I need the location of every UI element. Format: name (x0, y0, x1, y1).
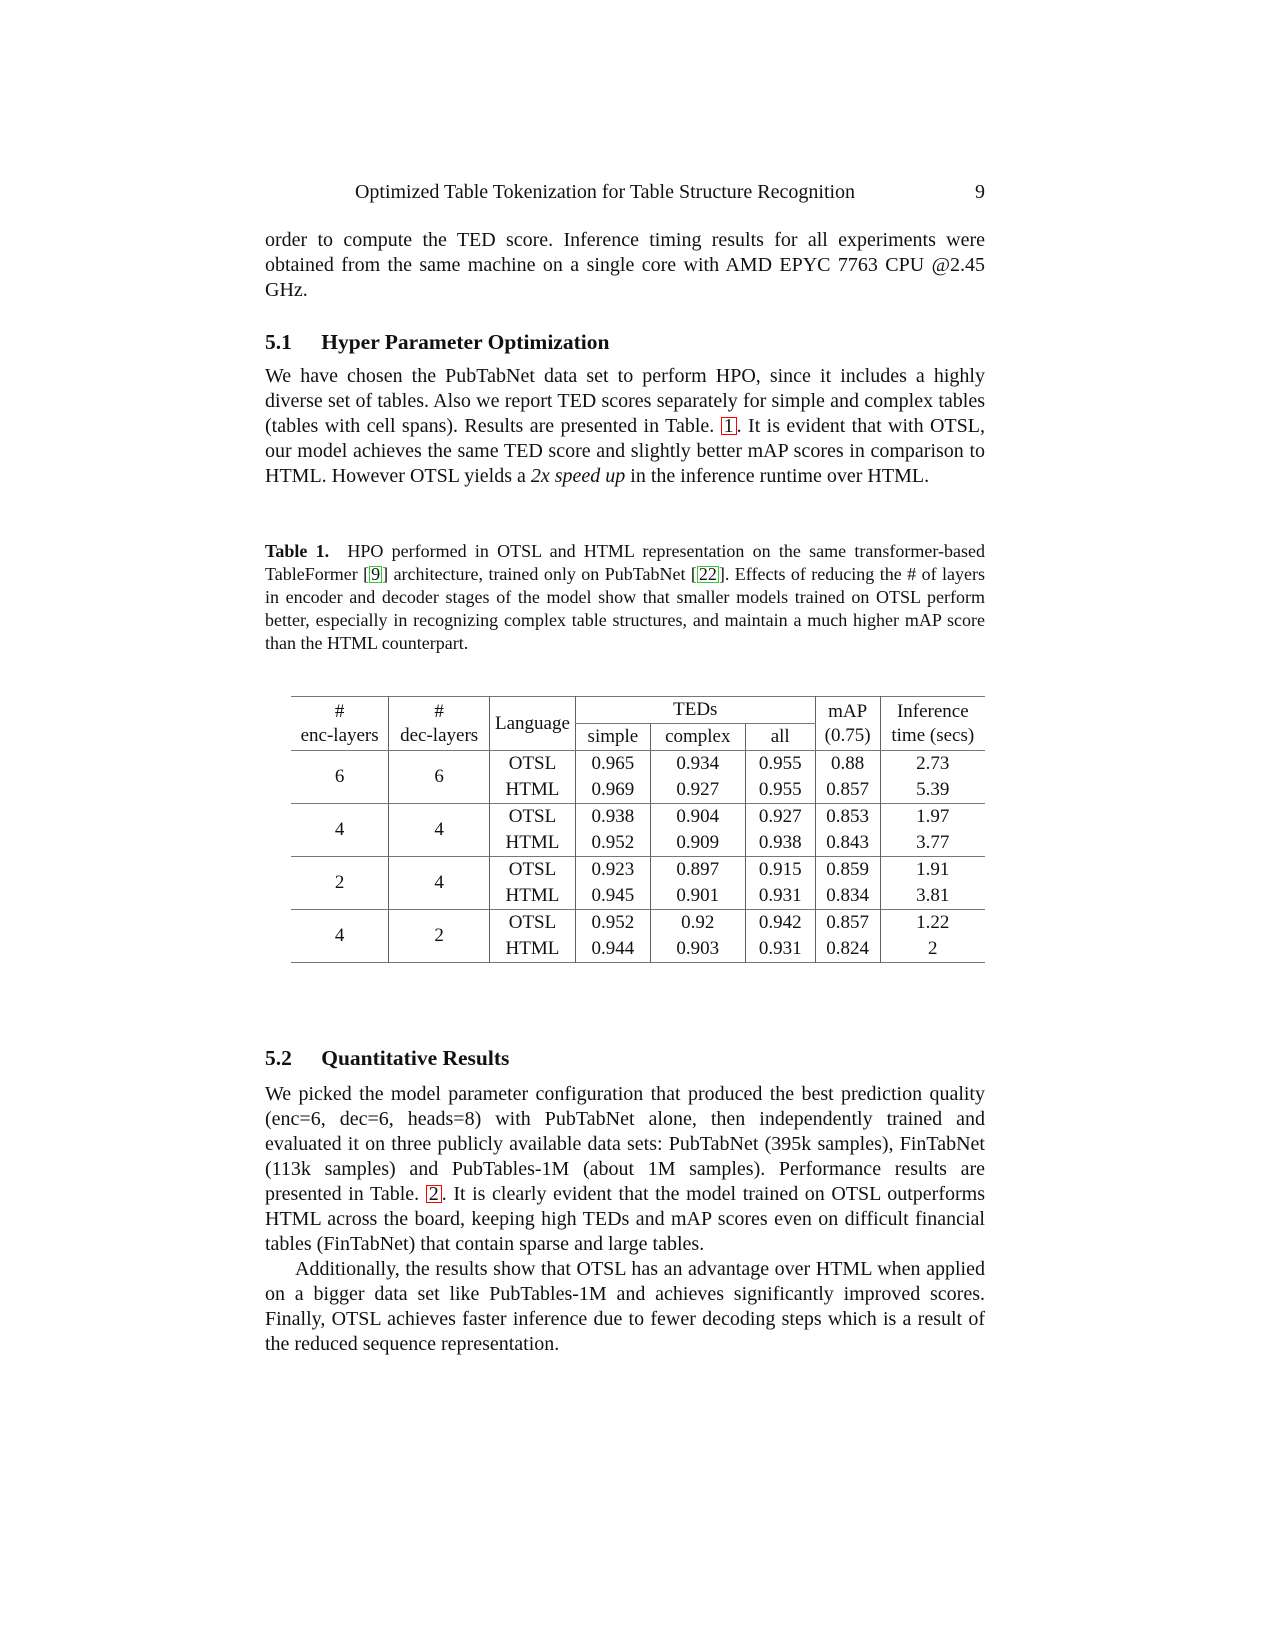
table-row (291, 910, 985, 937)
cell-enc-layers: 4 (291, 910, 389, 963)
cell-teds-simple: 0.945 (575, 883, 650, 910)
table-row (291, 804, 985, 831)
cell-teds-all: 0.955 (745, 777, 815, 804)
cell-teds-complex: 0.901 (650, 883, 745, 910)
table-row (291, 751, 985, 778)
cell-inference-time: 1.22 (880, 910, 985, 937)
section-5-1-heading (265, 330, 985, 355)
section-title: Quantitative Results (321, 1046, 510, 1070)
col-header-teds: TEDs (575, 697, 815, 724)
cell-teds-complex: 0.92 (650, 910, 745, 937)
cell-teds-complex: 0.904 (650, 804, 745, 831)
cell-teds-complex: 0.927 (650, 777, 745, 804)
page-number: 9 (975, 181, 985, 203)
cell-enc-layers: 6 (291, 751, 389, 804)
cell-teds-simple: 0.969 (575, 777, 650, 804)
col-header-all: all (745, 724, 815, 751)
paragraph-text: We have chosen the PubTabNet data set to perform HPO, since it includes a highly diverse set of tables. Also we report TED scores separately for simple and complex tables (tables with cell spans). Results are presented in Table. (265, 365, 985, 437)
section-5-2-paragraph-1 (265, 1082, 985, 1257)
cell-inference-time: 3.81 (880, 883, 985, 910)
col-header-inference-time (880, 697, 985, 751)
cell-teds-simple: 0.965 (575, 751, 650, 778)
cell-teds-simple: 0.952 (575, 910, 650, 937)
emphasized-text: 2x speed up (530, 465, 626, 487)
cell-teds-all: 0.931 (745, 936, 815, 963)
cell-teds-complex: 0.909 (650, 830, 745, 857)
section-number: 5.1 (265, 330, 292, 354)
cell-language: OTSL (490, 751, 576, 778)
cell-teds-all: 0.938 (745, 830, 815, 857)
section-5-2-body (265, 1082, 985, 1357)
cell-teds-all: 0.955 (745, 751, 815, 778)
intro-paragraph: order to compute the TED score. Inference timing results for all experiments were obtained from the same machine on a single core with AMD EPYC 7763 CPU @2.45 GHz. (265, 229, 985, 301)
col-header-simple: simple (575, 724, 650, 751)
caption-text: ] architecture, trained only on PubTabNet [ (382, 564, 697, 584)
cell-map: 0.857 (815, 777, 880, 804)
cell-inference-time: 1.97 (880, 804, 985, 831)
table-row (291, 857, 985, 884)
citation-22-link[interactable]: 22 (698, 564, 717, 584)
col-header-map (815, 697, 880, 751)
header-line: # (434, 700, 444, 722)
paragraph-text: in the inference runtime over HTML. (625, 465, 930, 487)
cell-inference-time: 5.39 (880, 777, 985, 804)
cell-teds-simple: 0.923 (575, 857, 650, 884)
running-title: Optimized Table Tokenization for Table Structure Recognition (354, 181, 856, 203)
header-line: time (secs) (891, 724, 975, 746)
paragraph-text: We picked the model parameter configuration that produced the best prediction quality (enc=6, dec=6, heads=8) with PubTabNet alone, then independently trained and evaluated it on three publicly available data sets: PubTabNet (395k samples), FinTabNet (113k samples) and PubTables-1M (about 1M samples). Performance results are presented in Table. (265, 1083, 985, 1205)
cell-enc-layers: 4 (291, 804, 389, 857)
cell-inference-time: 3.77 (880, 830, 985, 857)
header-line: # (334, 700, 345, 722)
cell-inference-time: 2.73 (880, 751, 985, 778)
cell-inference-time: 1.91 (880, 857, 985, 884)
cell-language: OTSL (490, 857, 576, 884)
cell-teds-all: 0.942 (745, 910, 815, 937)
section-5-2-paragraph-2: Additionally, the results show that OTSL has an advantage over HTML when applied on a bigger data set like PubTables-1M and achieves significantly improved scores. Finally, OTSL achieves faster inference due to fewer decoding steps which is a result of the reduced sequence representation. (265, 1258, 985, 1355)
paragraph-text: . It is evident that with OTSL, our model achieves the same TED score and slightly better mAP scores in comparison to HTML. However OTSL yields a (265, 415, 985, 487)
cell-dec-layers: 6 (389, 751, 490, 804)
table-2-ref-link[interactable]: 2 (426, 1185, 442, 1203)
cell-language: HTML (490, 830, 576, 857)
col-header-complex: complex (650, 724, 745, 751)
cell-map: 0.843 (815, 830, 880, 857)
cell-language: OTSL (490, 804, 576, 831)
col-header-dec-layers (389, 697, 490, 751)
cell-language: HTML (490, 777, 576, 804)
table-1-caption (265, 540, 985, 655)
cell-map: 0.857 (815, 910, 880, 937)
table-1-container (265, 696, 985, 963)
cell-map: 0.853 (815, 804, 880, 831)
cell-map: 0.88 (815, 751, 880, 778)
cell-language: HTML (490, 936, 576, 963)
cell-teds-simple: 0.952 (575, 830, 650, 857)
cell-language: HTML (490, 883, 576, 910)
cell-teds-complex: 0.903 (650, 936, 745, 963)
cell-inference-time: 2 (880, 936, 985, 963)
section-number: 5.2 (265, 1046, 292, 1070)
header-line: Inference (896, 700, 969, 722)
cell-teds-simple: 0.944 (575, 936, 650, 963)
table-1-ref-link[interactable]: 1 (721, 417, 737, 435)
caption-text: HPO performed in OTSL and HTML representation on the same transformer-based TableFormer [ (265, 541, 985, 584)
table-caption-label: Table 1. (265, 541, 330, 561)
header-line: (0.75) (824, 724, 871, 746)
cell-map: 0.859 (815, 857, 880, 884)
cell-teds-complex: 0.934 (650, 751, 745, 778)
cell-map: 0.834 (815, 883, 880, 910)
cell-teds-all: 0.915 (745, 857, 815, 884)
running-head (265, 181, 985, 204)
cell-teds-simple: 0.938 (575, 804, 650, 831)
results-table (291, 696, 985, 963)
cell-dec-layers: 4 (389, 857, 490, 910)
cell-teds-all: 0.931 (745, 883, 815, 910)
cell-enc-layers: 2 (291, 857, 389, 910)
cell-dec-layers: 4 (389, 804, 490, 857)
cell-map: 0.824 (815, 936, 880, 963)
section-5-1-paragraph (265, 364, 985, 489)
header-line: mAP (828, 700, 868, 722)
section-5-2-heading (265, 1046, 985, 1071)
cell-dec-layers: 2 (389, 910, 490, 963)
citation-9-link[interactable]: 9 (371, 564, 381, 584)
section-title: Hyper Parameter Optimization (321, 330, 610, 354)
col-header-language: Language (490, 697, 576, 751)
header-line: dec-layers (400, 724, 479, 746)
paragraph-text: . It is clearly evident that the model trained on OTSL outperforms HTML across the board, keeping high TEDs and mAP scores even on difficult financial tables (FinTabNet) that contain sparse and large tables. (265, 1183, 985, 1255)
cell-teds-all: 0.927 (745, 804, 815, 831)
header-line: enc-layers (300, 724, 379, 746)
col-header-enc-layers (291, 697, 389, 751)
cell-teds-complex: 0.897 (650, 857, 745, 884)
cell-language: OTSL (490, 910, 576, 937)
caption-text: ]. Effects of reducing the # of layers in encoder and decoder stages of the model show that smaller models trained on OTSL perform better, especially in recognizing complex table structures, and maintain a much higher mAP score than the HTML counterpart. (265, 564, 985, 653)
